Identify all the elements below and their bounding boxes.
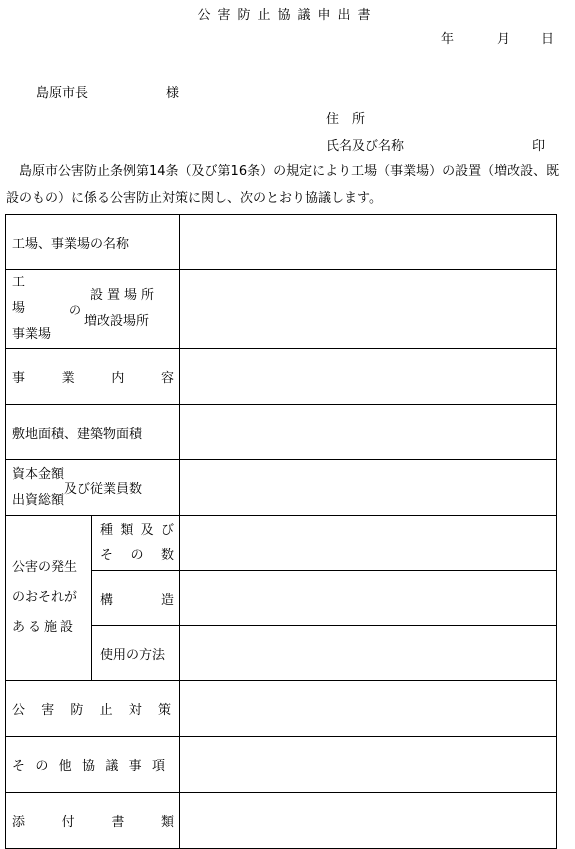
facility-name-field[interactable]: [180, 215, 557, 270]
table-row: [6, 460, 557, 516]
countermeasure-label: 公 害 防 止 対 策: [6, 681, 180, 737]
other-label: そ の 他 協 議 事 項: [6, 737, 180, 793]
date-year-label: 年: [441, 32, 455, 47]
attachment-field[interactable]: [180, 793, 557, 849]
facility-type-label: 種 類 及 び そ の 数: [92, 516, 180, 571]
date-month-label: 月: [497, 32, 511, 47]
table-row: [6, 737, 557, 793]
table-row: [6, 516, 557, 571]
capital-amount-label: 資本金額: [12, 466, 65, 482]
seal-mark: 印: [532, 139, 546, 154]
capital-field[interactable]: [180, 460, 557, 516]
facility-structure-field[interactable]: [180, 571, 557, 626]
table-row: [6, 215, 557, 270]
area-field[interactable]: [180, 405, 557, 460]
location-field[interactable]: [180, 270, 557, 349]
facility-usage-label: 使用の方法: [92, 626, 180, 681]
location-no-label: の: [69, 302, 82, 317]
business-label: 事 業 内 容: [6, 349, 180, 405]
table-row: [6, 793, 557, 849]
date-day-label: 日: [541, 32, 555, 47]
facility-usage-field[interactable]: [180, 626, 557, 681]
capital-investment-label: 出資総額: [12, 492, 65, 508]
addressee: 島原市長: [36, 86, 89, 101]
facility-structure-label: 構 造: [92, 571, 180, 626]
facility-name-label: 工場、事業場の名称: [6, 215, 180, 270]
area-label: 敷地面積、建築物面積: [6, 405, 180, 460]
capital-label: [6, 460, 180, 516]
location-label: [6, 270, 180, 349]
location-expand-label: 増改設場所: [84, 314, 150, 329]
application-form-table: [5, 214, 557, 849]
name-label: 氏名及び名称: [326, 139, 405, 154]
honorific: 様: [166, 86, 180, 101]
intro-paragraph: 島原市公害防止条例第14条（及び第16条）の規定により工場（事業場）の設置（増改設、既設のもの）に係る公害防止対策に関し、次のとおり協議します。: [6, 164, 560, 206]
page-title: 公害防止協議申出書: [197, 8, 378, 23]
business-field[interactable]: [180, 349, 557, 405]
countermeasure-field[interactable]: [180, 681, 557, 737]
capital-employees-label: 及び従業員数: [64, 482, 143, 497]
date-line: [441, 28, 554, 47]
other-field[interactable]: [180, 737, 557, 793]
location-install-label: 設置場所: [90, 288, 159, 303]
table-row: [6, 681, 557, 737]
facility-group-label: 公害の発生 のおそれが ある施設: [6, 516, 92, 681]
table-row: [6, 405, 557, 460]
table-row: [6, 349, 557, 405]
facility-type-field[interactable]: [180, 516, 557, 571]
address-label: 住 所: [326, 112, 366, 127]
attachment-label: 添 付 書 類: [6, 793, 180, 849]
table-row: [6, 270, 557, 349]
location-factory-label: 工 場: [12, 275, 67, 316]
location-office-label: 事業場: [12, 327, 52, 342]
